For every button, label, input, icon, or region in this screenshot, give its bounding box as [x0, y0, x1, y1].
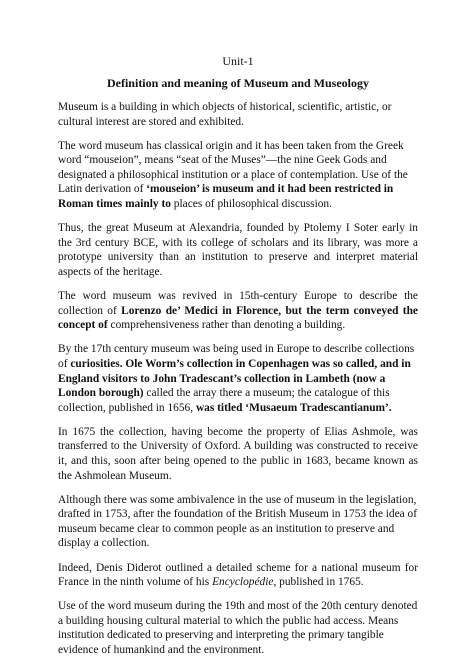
paragraph-text: The word museum was revived in 15th-century Europe to describe the collection of: [58, 290, 418, 317]
paragraph-text: comprehensiveness rather than denoting a building.: [107, 319, 346, 332]
paragraph-text: The word museum has classical origin and it has been taken from the Greek word “mouseion”, means “seat of the Muses”—the nine Geek Gods and designated a philosophical institution or a place of contemplation. Use of the Latin derivation of: [58, 139, 408, 196]
paragraph-bold-text: curiosities. Ole Worm’s collection in Copenhagen was so called, and in England visitors to John Tradescant’s collection in Lambeth (now a London borough): [58, 357, 411, 400]
paragraph-text: , published in 1765.: [273, 576, 364, 589]
paragraph-text: Thus, the great Museum at Alexandria, founded by Ptolemy I Soter early in the 3rd century BCE, with its college of scholars and its library, was more a prototype university than an institution to preserve and interpret material aspects of the heritage.: [58, 222, 418, 278]
paragraph-ashmolean: [58, 425, 418, 483]
paragraph-text: In 1675 the collection, having become the property of Elias Ashmole, was transferred to the University of Oxford. A building was constructed to receive it, and this, soon after being opened to the public in 1683, became known as the Ashmolean Museum.: [58, 425, 418, 482]
paragraph-text: Museum is a building in which objects of historical, scientific, artistic, or cultural interest are stored and exhibited.: [58, 101, 392, 128]
paragraph-text: Indeed, Denis Diderot outlined a detailed scheme for a national museum for France in the ninth volume of his: [58, 561, 418, 589]
paragraph-museum-definition: [58, 100, 418, 129]
paragraph-text: By the 17th century museum was being used in Europe to describe collections of: [58, 343, 415, 370]
page-title: Definition and meaning of Museum and Museology: [106, 76, 370, 90]
paragraph-modern-usage: [58, 599, 418, 657]
paragraph-bold-text: ‘mouseion’ is museum and it had been restricted in Roman times mainly to: [58, 183, 394, 211]
paragraph-bold-text: Lorenzo de’ Medici in Florence, but the term conveyed the concept of: [58, 304, 418, 332]
unit-label: Unit-1: [222, 54, 254, 68]
paragraph-british-museum: [58, 493, 418, 551]
paragraph-text: Use of the word museum during the 19th and most of the 20th century denoted a building housing cultural material to which the public had access. Means institution dedicated to preserving and interpreting the primary tangible evidence of humankind and the environment.: [58, 600, 418, 656]
paragraph-alexandria: [58, 221, 418, 279]
paragraph-text: Although there was some ambivalence in the use of museum in the legislation, drafted in 1753, after the foundation of the British Museum in 1753 the idea of museum became clear to common people as an institution to preserve and display a collection.: [58, 493, 418, 550]
paragraph-diderot: [58, 561, 418, 590]
paragraph-text: called the array there a museum; the catalogue of this collection, published in 1656,: [58, 387, 390, 414]
paragraph-bold-text: was titled ‘Musaeum Tradescantianum’.: [195, 401, 392, 414]
paragraph-italic-text: Encyclopédie: [212, 576, 274, 589]
paragraph-word-origin: [58, 139, 418, 212]
paragraph-text: places of philosophical discussion.: [170, 198, 332, 211]
paragraph-revival: [58, 289, 418, 333]
paragraph-17th-century: [58, 342, 418, 415]
